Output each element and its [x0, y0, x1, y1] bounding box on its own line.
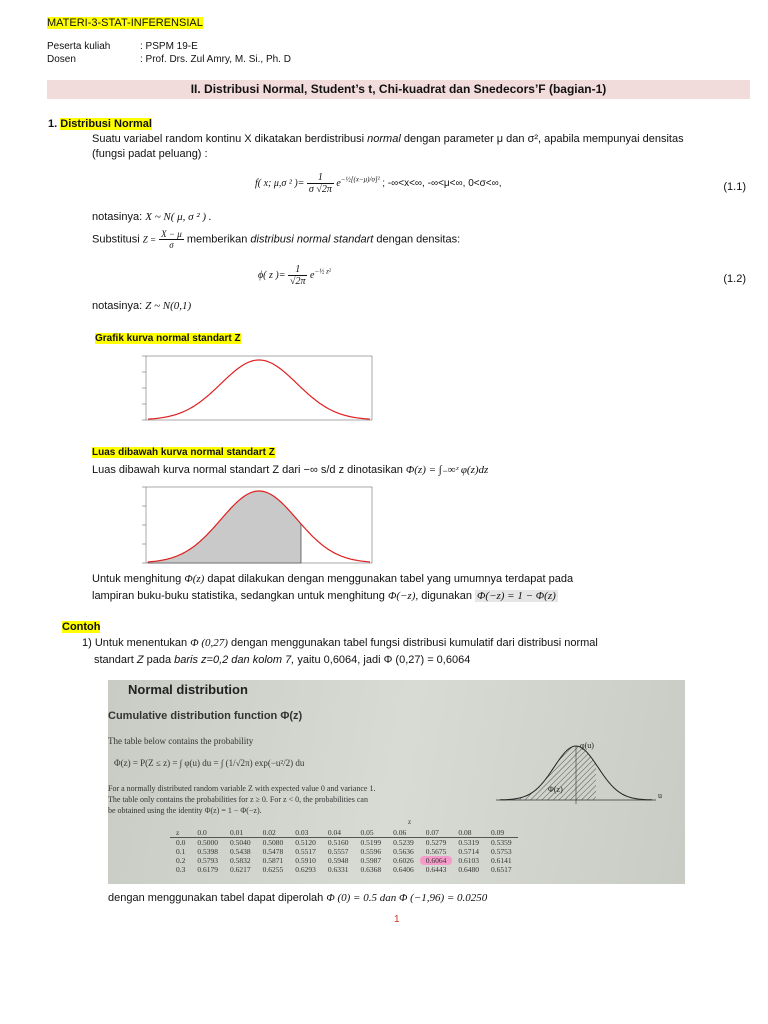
table-cell: 0.5987: [360, 856, 382, 865]
notation-1: [92, 211, 212, 223]
table-cell: 0.5675: [425, 847, 447, 856]
column-header: 0.05: [355, 828, 388, 838]
eq-numerator: 1: [307, 172, 334, 184]
table-cell: 0.5359: [491, 838, 512, 847]
definition-paragraph: [92, 133, 684, 145]
contoh-heading: Contoh: [62, 621, 101, 633]
notation-2: [92, 300, 191, 312]
eq-tag-1-2: (1.2): [723, 273, 746, 285]
row-header: 0.0: [176, 838, 186, 847]
table-cell: 0.6217: [230, 865, 251, 874]
text: standart: [94, 654, 137, 666]
table-cell: 0.6406: [393, 865, 414, 874]
table-row: [170, 847, 518, 856]
section-title-bar: [47, 80, 750, 99]
table-header-row: [170, 828, 518, 838]
photo-line-3: The table only contains the probabilities for z ≥ 0. For z < 0, the probabilities can: [108, 795, 368, 804]
column-header: 0.02: [257, 828, 290, 838]
substitution-line: [92, 229, 460, 250]
table-row: [170, 865, 518, 874]
dosen-value: : Prof. Drs. Zul Amry, M. Si., Ph. D: [140, 54, 291, 65]
table-cell: 0.5040: [230, 838, 251, 847]
luas-formula: Φ(z) = ∫₋∞ᶻ φ(z)dz: [405, 464, 489, 476]
eq-fraction: [307, 172, 334, 195]
peserta-label: Peserta kuliah: [47, 41, 111, 52]
notation-label: notasinya:: [92, 211, 143, 223]
phi-minus-z: Φ(−z),: [387, 590, 419, 602]
peserta-value: : PSPM 19-E: [140, 41, 198, 52]
phi-value: Φ (0,27): [190, 637, 228, 649]
table-cell: 0.5596: [360, 847, 382, 856]
z-table: [170, 828, 518, 874]
table-cell: 0.6480: [458, 865, 479, 874]
eq-e: e: [336, 177, 341, 189]
eq-lhs: ϕ( z )=: [258, 269, 286, 281]
eq-e: e: [309, 269, 315, 281]
luas-text-line: [92, 463, 488, 476]
normal-curve-chart: [118, 350, 378, 430]
table-cell: 0.6517: [491, 865, 512, 874]
table-cell: 0.5239: [393, 838, 414, 847]
notation-label: notasinya:: [92, 300, 143, 312]
table-cell: 0.6103: [458, 856, 479, 865]
table-cell: 0.5948: [327, 856, 349, 865]
table-cell: 0.5517: [295, 847, 316, 856]
eq-fraction: [288, 264, 308, 287]
subst-numerator: X − μ: [161, 229, 182, 239]
highlighted-cell: 0.6064: [420, 856, 453, 865]
table-cell: 0.5120: [295, 838, 316, 847]
notation-value: X ~ N( μ, σ ² ) .: [145, 211, 212, 223]
heading-text: Distribusi Normal: [60, 118, 152, 130]
photo-bell-curve: [496, 738, 666, 812]
row-header: 0.1: [176, 847, 186, 856]
para-line-2: [92, 590, 558, 602]
notation-value: Z ~ N(0,1): [145, 300, 192, 312]
table-cell: 0.6179: [197, 865, 218, 874]
dosen-label: Dosen: [47, 54, 76, 65]
text: yaitu 0,6064, jadi Φ (0,27) = 0,6064: [294, 654, 471, 666]
eq-exponent: −½[(x−μ)/σ]²: [340, 175, 380, 184]
table-cell: 0.6368: [360, 865, 382, 874]
text-italic: normal: [367, 133, 401, 145]
section-title: II. Distribusi Normal, Student’s t, Chi-kuadrat dan Snedecors’F (bagian-1): [190, 82, 607, 96]
shaded-area: [148, 491, 301, 563]
phi-z: Φ(z): [184, 573, 205, 585]
equation-1-1: [255, 172, 502, 195]
subst-fraction: [159, 229, 184, 250]
shaded-normal-curve-chart: [118, 481, 378, 573]
table-cell: 0.5000: [197, 838, 218, 847]
table-cell: 0.5714: [458, 847, 479, 856]
eq-numerator: 1: [288, 264, 308, 276]
photo-line-4: be obtained using the identity Φ(z) = 1 − Φ(−z).: [108, 806, 262, 815]
text: dapat dilakukan dengan menggunakan tabel yang umumnya terdapat pada: [207, 573, 574, 585]
subst-denominator: σ: [169, 240, 174, 250]
photo-col-group-label: z: [408, 818, 412, 826]
table-cell: 0.5832: [230, 856, 251, 865]
identity-formula: Φ(−z) = 1 − Φ(z): [477, 590, 556, 602]
column-header: 0.04: [322, 828, 355, 838]
photo-formula: Φ(z) = P(Z ≤ z) = ∫ φ(u) du = ∫ (1/√2π) exp(−u²/2) du: [114, 758, 305, 768]
eq-lhs: f( x; μ,σ ² )=: [255, 177, 305, 189]
subst-lhs: Z =: [142, 234, 157, 245]
table-cell: 0.5319: [458, 838, 479, 847]
contoh-1-line-1: [82, 637, 598, 649]
row-header: 0.2: [176, 856, 186, 865]
definition-paragraph-cont: (fungsi padat peluang) :: [92, 148, 208, 160]
doc-title: MATERI-3-STAT-INFERENSIAL: [47, 17, 203, 29]
table-cell: 0.6293: [295, 865, 316, 874]
table-row: [170, 838, 518, 848]
table-cell: 0.5160: [327, 838, 349, 847]
photo-line-2: For a normally distributed random variable Z with expected value 0 and variance 1.: [108, 784, 376, 793]
graph-area-label: Φ(z): [548, 785, 563, 794]
text: Suatu variabel random kontinu X dikatakan berdistribusi: [92, 133, 368, 145]
table-cell: 0.6026: [393, 856, 414, 865]
luas-text: Luas dibawah kurva normal standart Z dari −∞ s/d z dinotasikan: [92, 464, 403, 476]
table-cell: 0.5557: [327, 847, 349, 856]
table-cell: 0.5279: [425, 838, 447, 847]
eq-denominator: √2π: [289, 276, 306, 287]
table-cell: 0.5636: [393, 847, 414, 856]
text-italic: baris z=0,2 dan kolom 7,: [174, 654, 295, 666]
page-number: 1: [394, 914, 400, 925]
luas-heading: Luas dibawah kurva normal standart Z: [92, 447, 275, 458]
photo-title: Normal distribution: [128, 682, 248, 697]
subst-label: Substitusi: [92, 233, 140, 246]
text: Untuk menghitung: [92, 573, 182, 585]
text: lampiran buku-buku statistika, sedangkan untuk menghitung: [92, 590, 385, 602]
table-cell: 0.5793: [197, 856, 218, 865]
table-cell: 0.5910: [295, 856, 316, 865]
column-header: 0.07: [420, 828, 453, 838]
grafik-heading: Grafik kurva normal standart Z: [95, 333, 241, 344]
table-cell: 0.5438: [230, 847, 251, 856]
text-italic: distribusi normal standart: [250, 233, 374, 246]
graph-axis-label: u: [658, 791, 662, 800]
column-header: 0.03: [289, 828, 322, 838]
table-cell: 0.6255: [262, 865, 284, 874]
normal-curve-line: [148, 360, 370, 419]
table-cell: 0.5478: [262, 847, 284, 856]
eq-condition: ; -∞<x<∞, -∞<μ<∞, 0<σ<∞,: [382, 177, 502, 189]
text: dengan parameter μ dan σ², apabila mempunyai densitas: [400, 133, 684, 145]
table-cell: 0.6141: [491, 856, 512, 865]
column-header: 0.08: [452, 828, 485, 838]
text: dengan menggunakan tabel dapat diperolah: [108, 892, 324, 904]
section-1-heading: [48, 118, 152, 130]
table-cell: 0.5871: [262, 856, 284, 865]
text-italic: Z: [136, 654, 144, 666]
eq-tag-1-1: (1.1): [723, 181, 746, 193]
column-header: 0.0: [191, 828, 224, 838]
eq-denominator: σ √2π: [308, 184, 332, 195]
para-line-1: [92, 573, 573, 585]
text: memberikan: [186, 233, 251, 246]
column-header: 0.06: [387, 828, 420, 838]
result-values: Φ (0) = 0.5 dan Φ (−1,96) = 0.0250: [326, 892, 488, 904]
table-cell: 0.5080: [262, 838, 284, 847]
column-header: 0.09: [485, 828, 518, 838]
table-cell: 0.5753: [491, 847, 512, 856]
column-header: z: [170, 828, 191, 838]
photo-line-1: The table below contains the probability: [108, 736, 254, 746]
text: 1) Untuk menentukan: [82, 637, 191, 649]
text: pada: [143, 654, 175, 666]
eq-exponent: −½ z²: [314, 267, 331, 276]
table-cell: 0.5199: [360, 838, 382, 847]
table-photo: [108, 680, 685, 884]
photo-subtitle: Cumulative distribution function Φ(z): [108, 710, 303, 722]
text: digunakan: [421, 590, 472, 602]
table-cell: 0.6443: [425, 865, 447, 874]
heading-number: 1.: [48, 118, 58, 130]
table-cell: 0.5398: [197, 847, 218, 856]
table-cell: 0.6331: [327, 865, 349, 874]
row-header: 0.3: [176, 865, 186, 874]
text: dengan densitas:: [373, 233, 461, 246]
after-photo-line: [108, 892, 487, 904]
graph-label: φ(u): [580, 741, 594, 750]
equation-1-2: [258, 264, 331, 287]
table-row: [170, 856, 518, 865]
contoh-1-line-2: [94, 654, 470, 666]
column-header: 0.01: [224, 828, 257, 838]
text: dengan menggunakan tabel fungsi distribusi kumulatif dari distribusi normal: [227, 637, 598, 649]
